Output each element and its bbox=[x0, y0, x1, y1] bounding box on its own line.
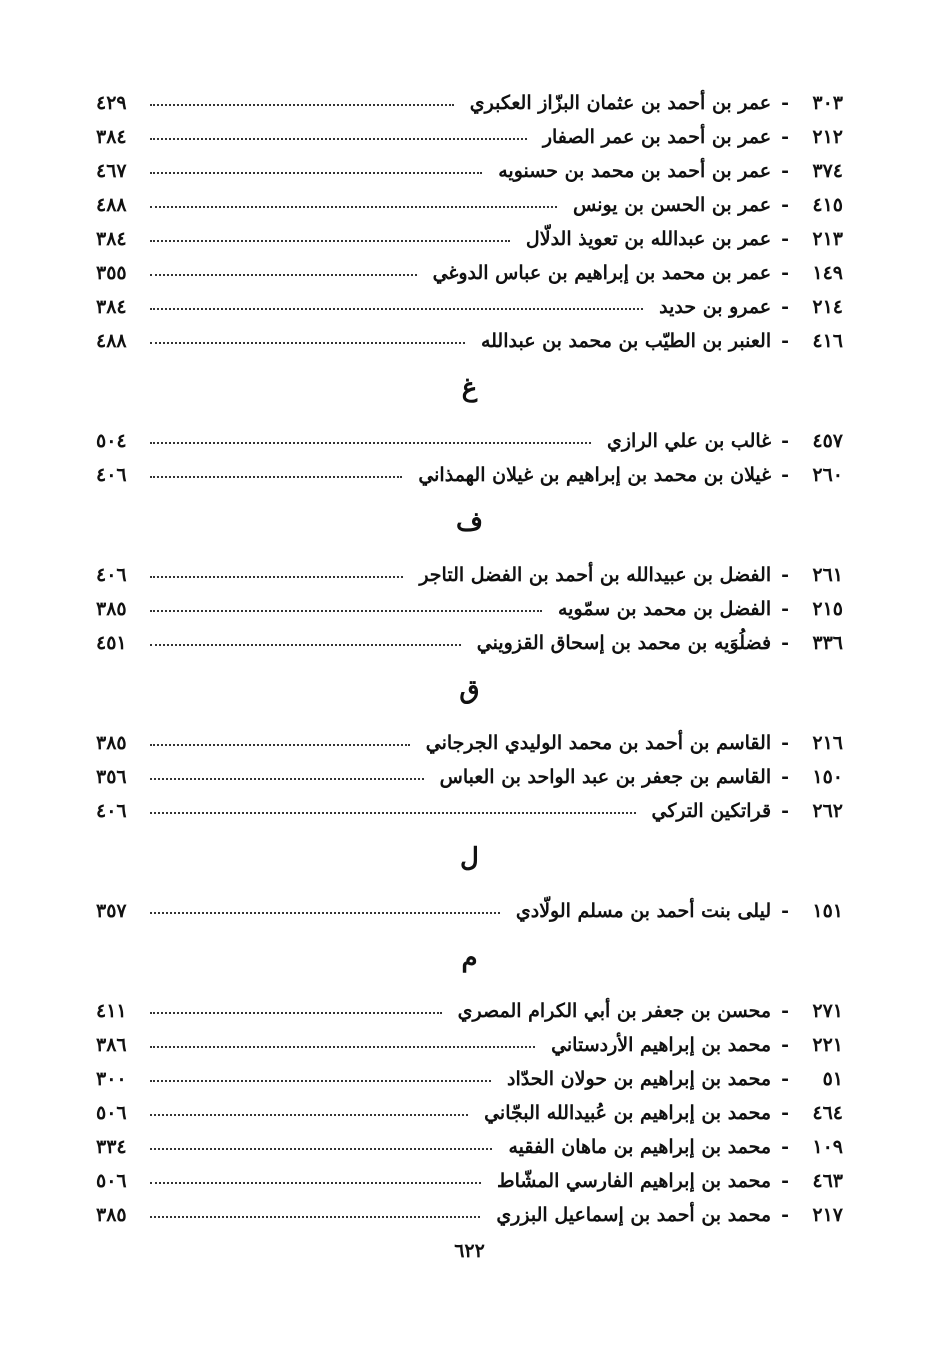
dot-leader bbox=[150, 1178, 481, 1184]
entry-name: قراتكين التركي bbox=[651, 800, 772, 822]
entry-name: غالب بن علي الرازي bbox=[607, 430, 772, 452]
dot-leader bbox=[150, 270, 417, 276]
entry-number: ٢١٣ bbox=[812, 228, 843, 250]
section-letter-heading: ف bbox=[456, 507, 483, 537]
section-letter-heading: ق bbox=[459, 675, 480, 705]
entry-dash: - bbox=[781, 126, 789, 148]
entry-page-ref: ٣٠٠ bbox=[96, 1068, 127, 1090]
entry-number: ١٥٠ bbox=[812, 766, 843, 788]
entry-dash: - bbox=[781, 1102, 789, 1124]
entry-page-ref: ٣٨٥ bbox=[96, 732, 127, 754]
entry-dash: - bbox=[781, 766, 789, 788]
entry-dash: - bbox=[781, 1000, 789, 1022]
entry-dash: - bbox=[781, 330, 789, 352]
dot-leader bbox=[150, 1110, 468, 1116]
entry-name: محمد بن أحمد بن إسماعيل البزري bbox=[496, 1204, 772, 1226]
entry-number: ٤١٦ bbox=[812, 330, 843, 352]
entry-dash: - bbox=[781, 900, 789, 922]
entry-page-ref: ٣٥٦ bbox=[96, 766, 127, 788]
index-entry bbox=[96, 1130, 843, 1164]
entry-dash: - bbox=[781, 430, 789, 452]
entry-page-ref: ٤٠٦ bbox=[96, 564, 127, 586]
dot-leader bbox=[150, 740, 410, 746]
index-entry bbox=[96, 592, 843, 626]
entry-number: ٢٧١ bbox=[812, 1000, 843, 1022]
dot-leader bbox=[150, 134, 527, 140]
entry-page-ref: ٤٥١ bbox=[96, 632, 127, 654]
index-entry bbox=[96, 222, 843, 256]
entry-dash: - bbox=[781, 92, 789, 114]
dot-leader bbox=[150, 640, 461, 646]
dot-leader bbox=[150, 808, 636, 814]
index-entry bbox=[96, 1028, 843, 1062]
entry-number: ٢٦١ bbox=[812, 564, 843, 586]
entry-name: عمر بن أحمد بن عثمان البزّاز العكبري bbox=[469, 92, 772, 114]
entry-page-ref: ٣٥٧ bbox=[96, 900, 127, 922]
index-entry bbox=[96, 994, 843, 1028]
entry-name: عمر بن الحسن بن يونس bbox=[572, 194, 772, 216]
entry-number: ٢٦٠ bbox=[812, 464, 843, 486]
entry-dash: - bbox=[781, 1034, 789, 1056]
entry-name: عمر بن محمد بن إبراهيم بن عباس الدوغي bbox=[432, 262, 772, 284]
entry-page-ref: ٤٠٦ bbox=[96, 464, 127, 486]
entry-number: ٣٣٦ bbox=[812, 632, 843, 654]
entry-number: ٣٧٤ bbox=[812, 160, 843, 182]
entry-dash: - bbox=[781, 1136, 789, 1158]
entry-page-ref: ٤٦٧ bbox=[96, 160, 127, 182]
entry-dash: - bbox=[781, 160, 789, 182]
entry-number: ٢٦٢ bbox=[812, 800, 843, 822]
section-letter-heading: م bbox=[461, 943, 478, 973]
index-entry bbox=[96, 794, 843, 828]
entry-number: ٢١٦ bbox=[812, 732, 843, 754]
entry-name: فضلُوَيه بن محمد بن إسحاق القزويني bbox=[476, 632, 772, 654]
dot-leader bbox=[150, 202, 557, 208]
entry-name: عمر بن أحمد بن محمد بن حسنويه bbox=[498, 160, 772, 182]
entry-name: القاسم بن جعفر بن عبد الواحد بن العباس bbox=[439, 766, 772, 788]
dot-leader bbox=[150, 304, 643, 310]
dot-leader bbox=[150, 774, 424, 780]
entry-number: ٢١٢ bbox=[812, 126, 843, 148]
dot-leader bbox=[150, 606, 542, 612]
dot-leader bbox=[150, 908, 500, 914]
dot-leader bbox=[150, 472, 402, 478]
index-entry bbox=[96, 894, 843, 928]
section-letter-heading: غ bbox=[461, 373, 478, 403]
index-entry bbox=[96, 760, 843, 794]
entry-name: ليلى بنت أحمد بن مسلم الولّادي bbox=[515, 900, 772, 922]
dot-leader bbox=[150, 1076, 491, 1082]
index-entry bbox=[96, 1096, 843, 1130]
entry-name: عمر بن عبدالله بن تعويذ الدلّال bbox=[525, 228, 772, 250]
dot-leader bbox=[150, 100, 454, 106]
entry-dash: - bbox=[781, 464, 789, 486]
entry-page-ref: ٣٨٤ bbox=[96, 228, 127, 250]
entry-page-ref: ٤٨٨ bbox=[96, 194, 127, 216]
entry-page-ref: ٥٠٦ bbox=[96, 1170, 127, 1192]
entry-number: ١٠٩ bbox=[812, 1136, 843, 1158]
entry-name: العنبر بن الطيّب بن محمد بن عبدالله bbox=[480, 330, 772, 352]
dot-leader bbox=[150, 236, 510, 242]
entry-page-ref: ٣٨٤ bbox=[96, 126, 127, 148]
entry-page-ref: ٣٨٥ bbox=[96, 1204, 127, 1226]
entry-name: الفضل بن عبيدالله بن أحمد بن الفضل التاجر bbox=[419, 564, 772, 586]
index-entry bbox=[96, 324, 843, 358]
entry-number: ١٥١ bbox=[812, 900, 843, 922]
index-entry bbox=[96, 1164, 843, 1198]
index-entry bbox=[96, 558, 843, 592]
entry-page-ref: ٣٥٥ bbox=[96, 262, 127, 284]
entry-number: ٤١٥ bbox=[812, 194, 843, 216]
entry-dash: - bbox=[781, 632, 789, 654]
dot-leader bbox=[150, 1042, 535, 1048]
page-number: ٦٢٢ bbox=[454, 1240, 485, 1262]
entry-dash: - bbox=[781, 296, 789, 318]
entry-number: ٢١٥ bbox=[812, 598, 843, 620]
index-entry bbox=[96, 154, 843, 188]
index-entry bbox=[96, 726, 843, 760]
entry-name: القاسم بن أحمد بن محمد الوليدي الجرجاني bbox=[425, 732, 772, 754]
index-entry bbox=[96, 1062, 843, 1096]
entry-number: ٥١ bbox=[822, 1068, 843, 1090]
index-list bbox=[96, 86, 843, 1232]
index-entry bbox=[96, 290, 843, 324]
entry-name: عمر بن أحمد بن عمر الصفار bbox=[542, 126, 772, 148]
entry-name: عمرو بن حديد bbox=[659, 296, 772, 318]
index-entry bbox=[96, 1198, 843, 1232]
entry-number: ٢٢١ bbox=[812, 1034, 843, 1056]
entry-name: محسن بن جعفر بن أبي الكرام المصري bbox=[457, 1000, 772, 1022]
dot-leader bbox=[150, 1212, 480, 1218]
entry-dash: - bbox=[781, 598, 789, 620]
dot-leader bbox=[150, 338, 465, 344]
entry-name: الفضل بن محمد بن سمّويه bbox=[558, 598, 772, 620]
entry-dash: - bbox=[781, 564, 789, 586]
index-entry bbox=[96, 424, 843, 458]
index-entry bbox=[96, 256, 843, 290]
index-entry bbox=[96, 188, 843, 222]
section-letter-heading: ل bbox=[460, 843, 479, 873]
entry-page-ref: ٣٣٤ bbox=[96, 1136, 127, 1158]
entry-dash: - bbox=[781, 228, 789, 250]
dot-leader bbox=[150, 1008, 442, 1014]
entry-name: غيلان بن محمد بن إبراهيم بن غيلان الهمذاني bbox=[418, 464, 772, 486]
entry-number: ٤٦٣ bbox=[812, 1170, 843, 1192]
entry-number: ٢١٤ bbox=[812, 296, 843, 318]
entry-number: ٤٦٤ bbox=[812, 1102, 843, 1124]
dot-leader bbox=[150, 572, 403, 578]
entry-page-ref: ٤٠٦ bbox=[96, 800, 127, 822]
entry-page-ref: ٣٨٤ bbox=[96, 296, 127, 318]
entry-page-ref: ٣٨٥ bbox=[96, 598, 127, 620]
entry-dash: - bbox=[781, 194, 789, 216]
entry-number: ٣٠٣ bbox=[812, 92, 843, 114]
entry-page-ref: ٤٨٨ bbox=[96, 330, 127, 352]
entry-name: محمد بن إبراهيم بن عُبيدالله البجّاني bbox=[484, 1102, 772, 1124]
entry-dash: - bbox=[781, 1204, 789, 1226]
dot-leader bbox=[150, 1144, 492, 1150]
index-entry bbox=[96, 458, 843, 492]
index-entry bbox=[96, 86, 843, 120]
entry-name: محمد بن إبراهيم الأردستاني bbox=[551, 1034, 772, 1056]
entry-name: محمد بن إبراهيم بن حولان الحدّاد bbox=[507, 1068, 772, 1090]
entry-page-ref: ٤١١ bbox=[96, 1000, 127, 1022]
entry-dash: - bbox=[781, 732, 789, 754]
entry-page-ref: ٥٠٤ bbox=[96, 430, 127, 452]
entry-dash: - bbox=[781, 1068, 789, 1090]
entry-dash: - bbox=[781, 262, 789, 284]
entry-page-ref: ٣٨٦ bbox=[96, 1034, 127, 1056]
entry-dash: - bbox=[781, 1170, 789, 1192]
index-entry bbox=[96, 626, 843, 660]
entry-number: ٢١٧ bbox=[812, 1204, 843, 1226]
entry-number: ٤٥٧ bbox=[812, 430, 843, 452]
entry-name: محمد بن إبراهيم بن ماهان الفقيه bbox=[508, 1136, 772, 1158]
entry-page-ref: ٥٠٦ bbox=[96, 1102, 127, 1124]
dot-leader bbox=[150, 438, 591, 444]
entry-name: محمد بن إبراهيم الفارسي المشّاط bbox=[497, 1170, 772, 1192]
entry-page-ref: ٤٢٩ bbox=[96, 92, 127, 114]
entry-number: ١٤٩ bbox=[812, 262, 843, 284]
index-entry bbox=[96, 120, 843, 154]
dot-leader bbox=[150, 168, 482, 174]
entry-dash: - bbox=[781, 800, 789, 822]
